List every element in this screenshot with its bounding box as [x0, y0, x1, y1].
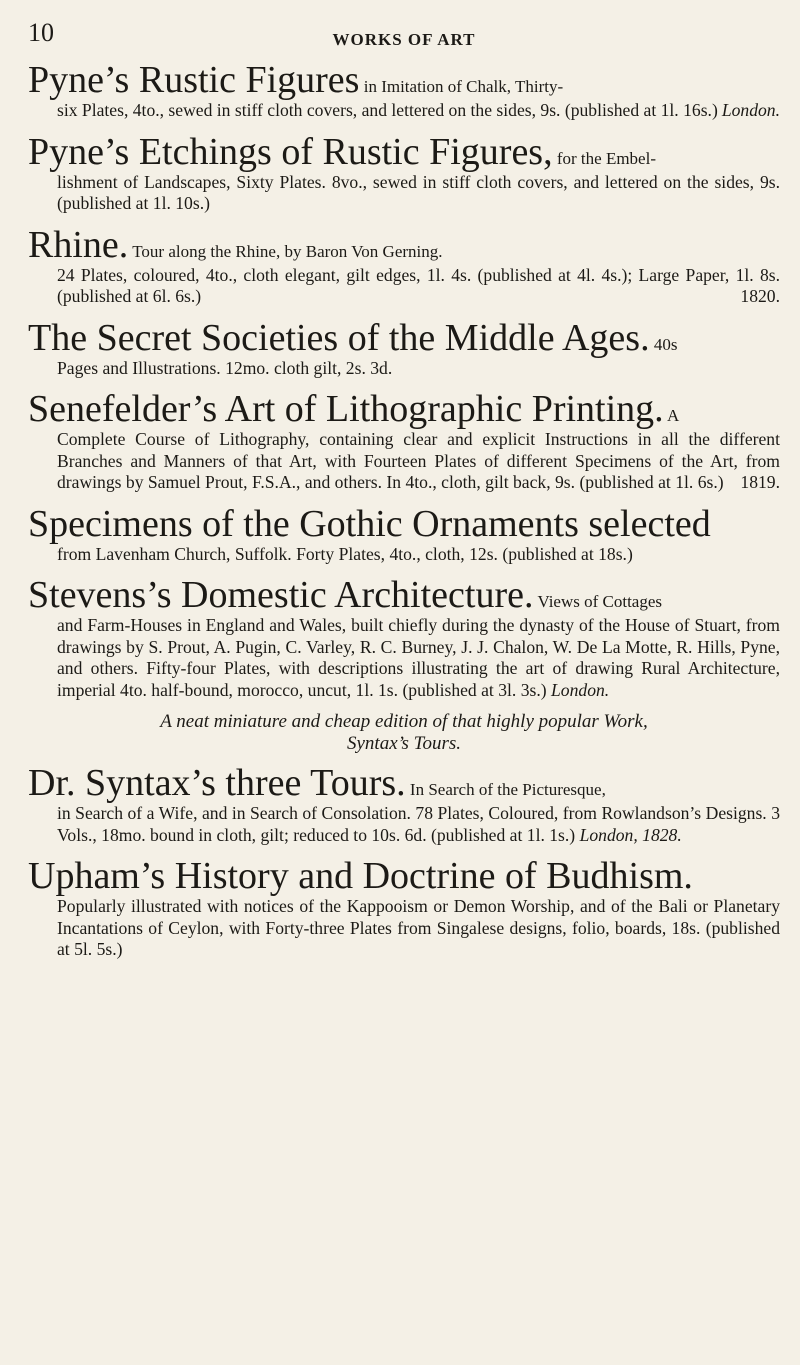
entry-text [28, 429, 780, 494]
entry-title: Stevens’s Domestic Architecture. [28, 574, 534, 616]
entry-lead: 40s [649, 334, 678, 354]
entry-text [28, 100, 780, 122]
entry-title: The Secret Societies of the Middle Ages. [28, 316, 650, 359]
entry-text [28, 615, 780, 701]
catalogue-entry [28, 225, 780, 308]
entry-text: from Lavenham Church, Suffolk. Forty Plates, 4to., cloth, 12s. (published at 18s.) [57, 543, 633, 564]
entry-place: London. [721, 100, 780, 120]
entry-text: Pages and Illustrations. 12mo. cloth gilt, 2s. 3d. [57, 357, 393, 378]
entry-year: 1819. [740, 472, 780, 492]
edition-note-line: A neat miniature and cheap edition of that highly popular Work, [160, 711, 648, 732]
page-header [28, 18, 780, 60]
edition-note-line: Syntax’s Tours. [346, 733, 462, 754]
entry-lead: Views of Cottages [533, 592, 663, 611]
entry-place: London. [551, 679, 610, 700]
entry-description: and Farm-Houses in England and Wales, built chiefly during the dynasty of the House of Stuart, from drawings by S. Prout, A. Pugin, C. Varley, R. C. Burney, J. J. Chalon, W. De La Motte, R. Hills, Pyne, and others. Fifty-four Plates, with descriptions illustrating the art of drawing Rural Architecture, imperial 4to. half-bound, morocco, uncut, 1l. 1s. (published at 3l. 3s.) [57, 615, 780, 700]
entry-description: in Search of a Wife, and in Search of Consolation. 78 Plates, Coloured, from Rowlandson’s Designs. 3 Vols., 18mo. bound in cloth, gilt; reduced to 10s. 6d. (published at 1l. 1s.) [57, 803, 780, 845]
catalogue-entry [28, 318, 780, 380]
entry-text [28, 265, 780, 308]
catalogue-entry [28, 132, 780, 215]
entry-lead: A [663, 406, 680, 425]
entry-text: lishment of Landscapes, Sixty Plates. 8vo., sewed in stiff cloth covers, and lettered on the sides, 9s. (published at 1l. 10s.) [57, 171, 780, 213]
entry-title: Upham’s History and Doctrine of Budhism. [28, 855, 693, 897]
entry-year: 1820. [740, 286, 780, 306]
page-number: 10 [28, 18, 54, 47]
entry-lead: in Imitation of Chalk, Thirty- [359, 77, 564, 96]
entry-lead: In Search of the Picturesque, [405, 780, 606, 799]
running-head: WORKS OF ART [332, 30, 476, 49]
entry-title: Rhine. [28, 223, 129, 266]
catalogue-entry [28, 504, 780, 566]
catalogue-entry [28, 60, 780, 122]
catalogue-entry [28, 575, 780, 701]
entry-lead: Tour along the Rhine, by Baron Von Gerning. [128, 241, 443, 261]
entry-title: Specimens of the Gothic Ornaments selected [28, 502, 711, 545]
catalogue-entry [28, 856, 780, 961]
entry-title: Pyne’s Rustic Figures [28, 59, 360, 101]
entry-title: Senefelder’s Art of Lithographic Printing. [28, 388, 664, 430]
entry-text: Popularly illustrated with notices of the Kappooism or Demon Worship, and of the Bali or Planetary Incantations of Ceylon, with Forty-three Plates from Singalese designs, folio, boards, 18s. (published at 5l. 5s.) [57, 896, 780, 959]
entry-text [28, 803, 780, 846]
catalogue-entry [28, 389, 780, 494]
entry-description: six Plates, 4to., sewed in stiff cloth covers, and lettered on the sides, 9s. (published at 1l. 16s.) [57, 100, 718, 120]
entry-description: 24 Plates, coloured, 4to., cloth elegant, gilt edges, 1l. 4s. (published at 4l. 4s.); Large Paper, 1l. 8s. (published at 6l. 6s.) [57, 264, 780, 306]
entry-description: Complete Course of Lithography, containing clear and explicit Instructions in all the different Branches and Manners of that Art, with Fourteen Plates of different Specimens of the Art, from drawings by Samuel Prout, F.S.A., and others. In 4to., cloth, gilt back, 9s. (published at 1l. 6s.) [57, 429, 780, 492]
entry-lead: for the Embel- [552, 148, 656, 168]
catalogue-entry [28, 763, 780, 846]
entry-title: Dr. Syntax’s three Tours. [28, 762, 406, 804]
catalogue-page [28, 18, 780, 971]
edition-note [28, 711, 780, 755]
entry-place: London, 1828. [579, 824, 682, 845]
entry-title: Pyne’s Etchings of Rustic Figures, [28, 130, 553, 173]
